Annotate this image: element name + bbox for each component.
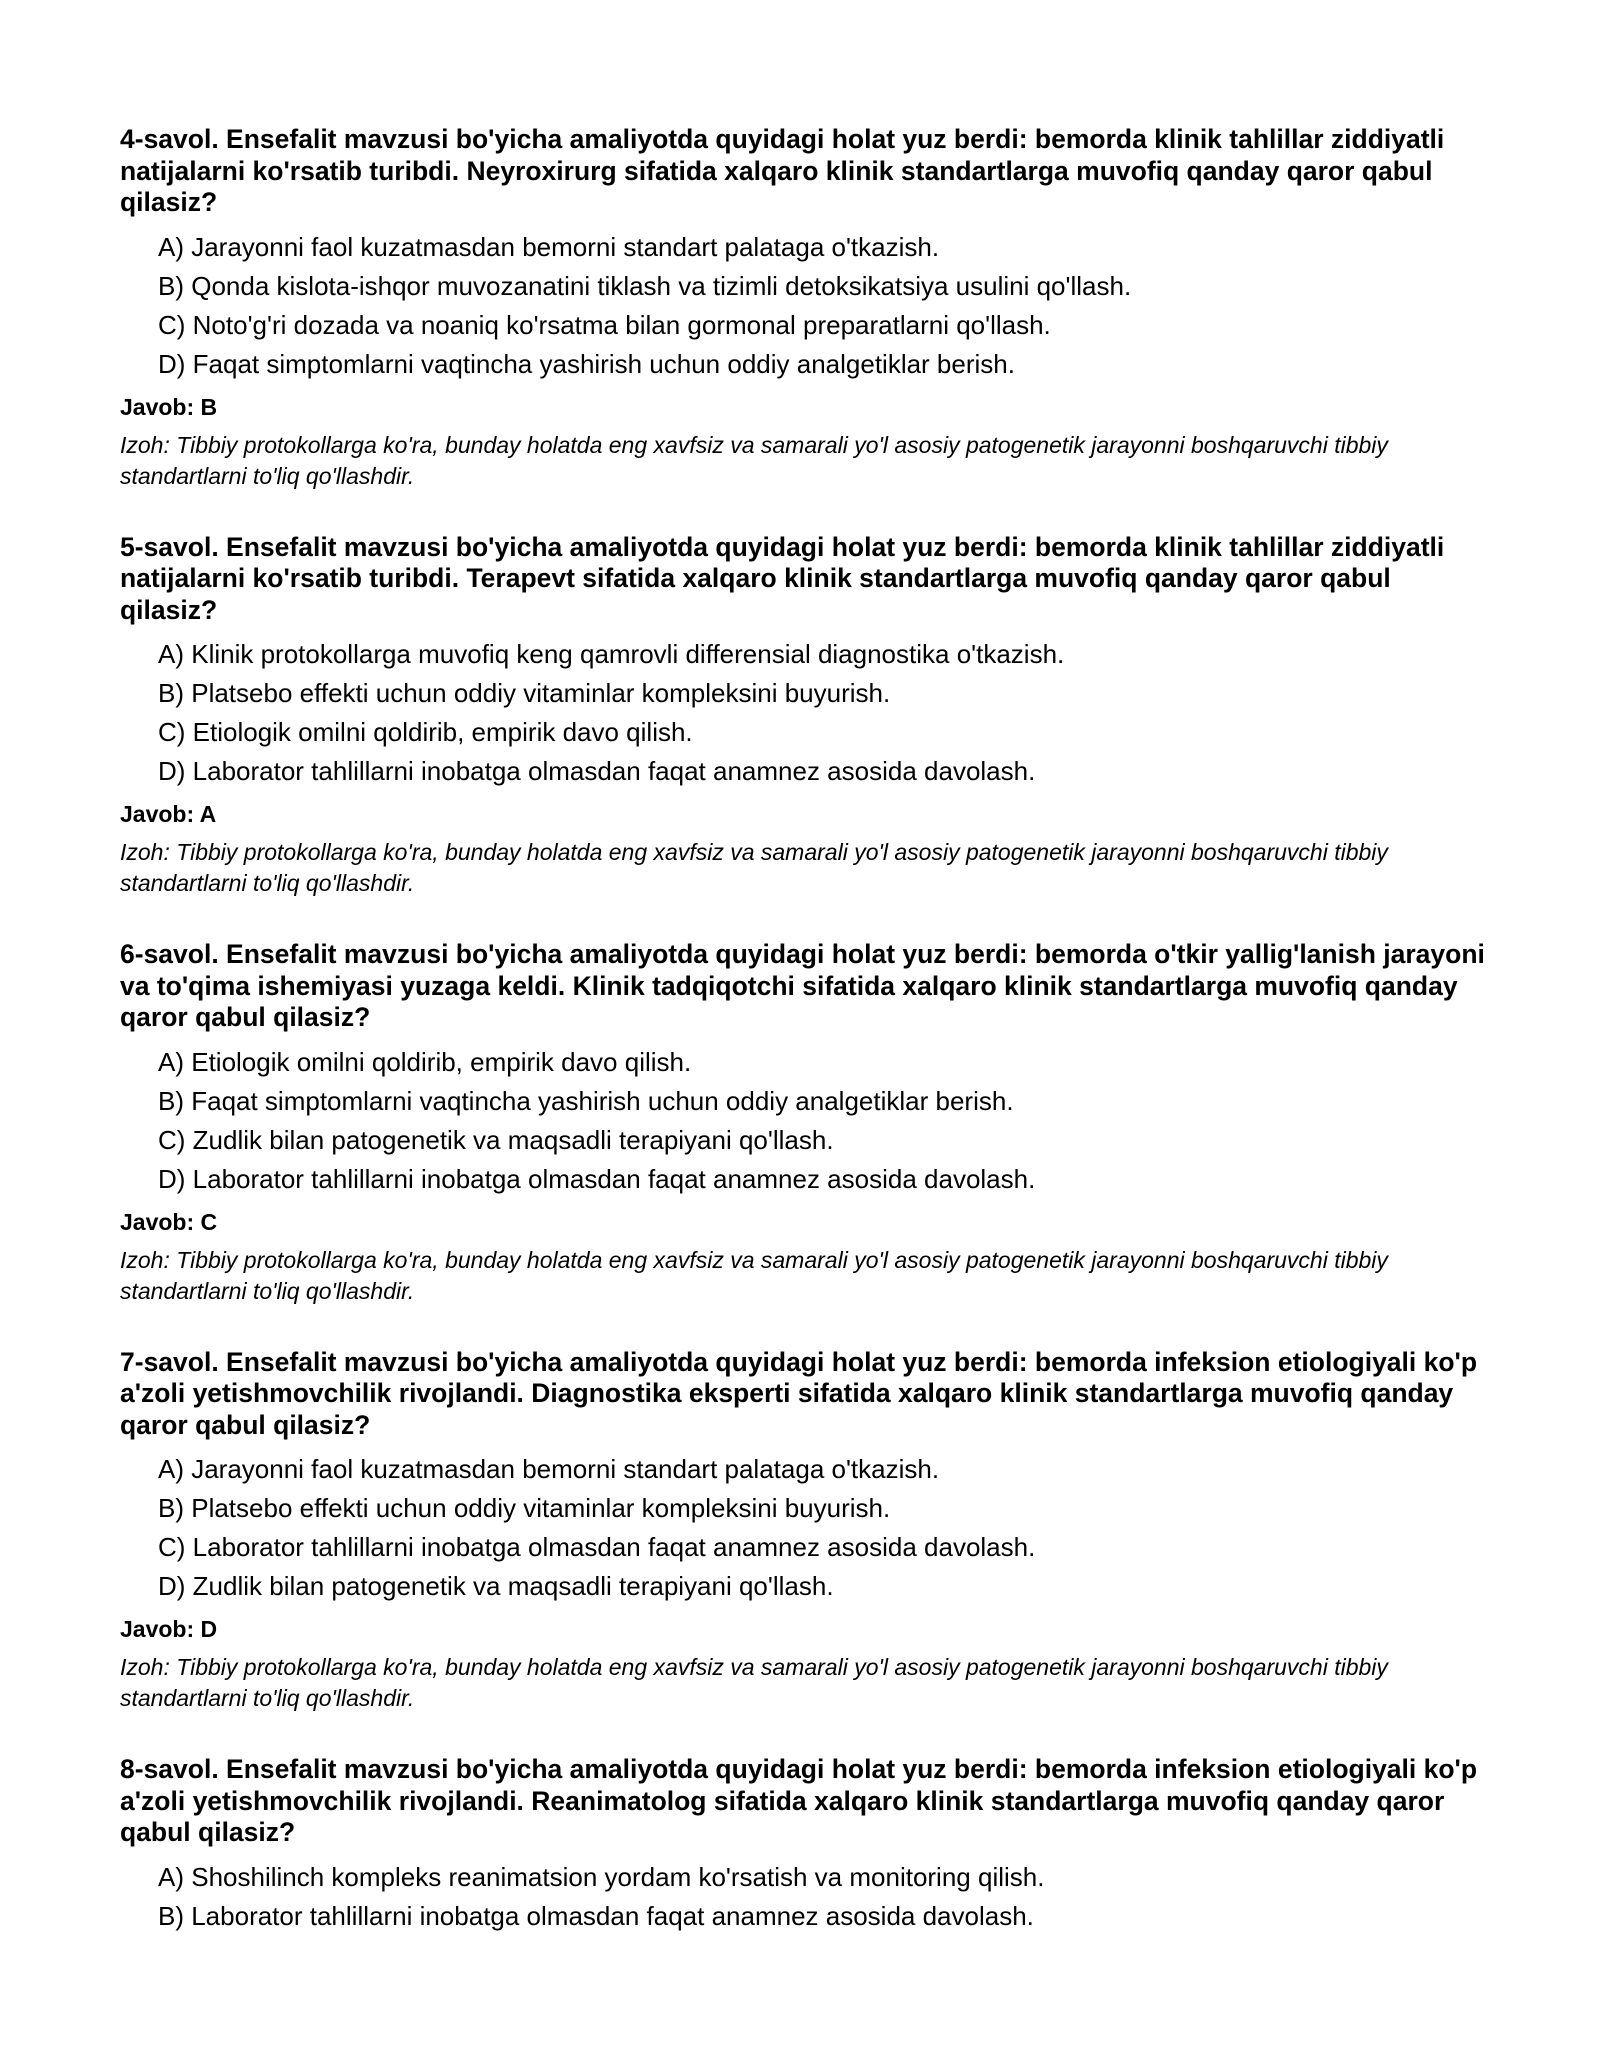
- option-d: D) Faqat simptomlarni vaqtincha yashirish uchun oddiy analgetiklar berish.: [158, 348, 1015, 379]
- option-c: C) Etiologik omilni qoldirib, empirik davo qilish.: [158, 717, 693, 747]
- explanation-text: Izoh: Tibbiy protokollarga ko'ra, bunday holatda eng xavfsiz va samarali yo'l asosiy patogenetik jarayonni boshqaruvchi tibbiy standartlarni to'liq qo'llashdir.: [120, 839, 1388, 896]
- document-body: [120, 124, 1490, 1976]
- options-list: [120, 1043, 1490, 1199]
- question-5: [120, 532, 1490, 900]
- option-d: D) Laborator tahlillarni inobatga olmasdan faqat anamnez asosida davolash.: [158, 756, 1036, 786]
- option-d: D) Laborator tahlillarni inobatga olmasdan faqat anamnez asosida davolash.: [158, 1163, 1036, 1194]
- option-b: B) Platsebo effekti uchun oddiy vitaminlar kompleksini buyurish.: [158, 1493, 891, 1523]
- question-4: [120, 124, 1490, 492]
- explanation-text: Izoh: Tibbiy protokollarga ko'ra, bunday holatda eng xavfsiz va samarali yo'l asosiy patogenetik jarayonni boshqaruvchi tibbiy standartlarni to'liq qo'llashdir.: [120, 431, 1388, 489]
- options-list: [120, 1450, 1490, 1606]
- option-b: B) Qonda kislota-ishqor muvozanatini tiklash va tizimli detoksikatsiya usulini qo'llash.: [158, 270, 1132, 301]
- option-c: C) Laborator tahlillarni inobatga olmasdan faqat anamnez asosida davolash.: [158, 1532, 1036, 1562]
- explanation-text: Izoh: Tibbiy protokollarga ko'ra, bunday holatda eng xavfsiz va samarali yo'l asosiy patogenetik jarayonni boshqaruvchi tibbiy standartlarni to'liq qo'llashdir.: [120, 1654, 1388, 1711]
- question-text: 8-savol. Ensefalit mavzusi bo'yicha amaliyotda quyidagi holat yuz berdi: bemorda infeksion etiologiyali ko'p a'zoli yetishmovchilik rivojlandi. Reanimatolog sifatida xalqaro klinik standartlarga muvofiq qanday qaror qabul qilasiz?: [120, 1754, 1478, 1847]
- options-list: [120, 1858, 1490, 1936]
- option-a: A) Etiologik omilni qoldirib, empirik davo qilish.: [158, 1046, 692, 1077]
- answer-label: Javob: C: [120, 1208, 218, 1235]
- question-text: 7-savol. Ensefalit mavzusi bo'yicha amaliyotda quyidagi holat yuz berdi: bemorda infeksion etiologiyali ko'p a'zoli yetishmovchilik rivojlandi. Diagnostika eksperti sifatida xalqaro klinik standartlarga muvofiq qanday qaror qabul qilasiz?: [120, 1346, 1478, 1440]
- option-b: B) Platsebo effekti uchun oddiy vitaminlar kompleksini buyurish.: [158, 678, 891, 708]
- option-c: C) Zudlik bilan patogenetik va maqsadli terapiyani qo'llash.: [158, 1124, 834, 1155]
- options-list: [120, 635, 1490, 791]
- question-6: [120, 939, 1490, 1307]
- option-b: B) Faqat simptomlarni vaqtincha yashirish uchun oddiy analgetiklar berish.: [158, 1085, 1014, 1116]
- answer-label: Javob: D: [120, 1616, 218, 1642]
- option-a: A) Jarayonni faol kuzatmasdan bemorni standart palataga o'tkazish.: [158, 1454, 940, 1484]
- question-8: [120, 1754, 1490, 1936]
- option-b: B) Laborator tahlillarni inobatga olmasdan faqat anamnez asosida davolash.: [158, 1900, 1034, 1931]
- option-a: A) Klinik protokollarga muvofiq keng qamrovli differensial diagnostika o'tkazish.: [158, 639, 1065, 669]
- answer-label: Javob: B: [120, 393, 218, 420]
- options-list: [120, 228, 1490, 384]
- option-d: D) Zudlik bilan patogenetik va maqsadli terapiyani qo'llash.: [158, 1571, 834, 1601]
- answer-label: Javob: A: [120, 801, 217, 827]
- question-7: [120, 1347, 1490, 1715]
- option-a: A) Shoshilinch kompleks reanimatsion yordam ko'rsatish va monitoring qilish.: [158, 1861, 1045, 1892]
- option-c: C) Noto'g'ri dozada va noaniq ko'rsatma bilan gormonal preparatlarni qo'llash.: [158, 309, 1051, 340]
- question-text: 6-savol. Ensefalit mavzusi bo'yicha amaliyotda quyidagi holat yuz berdi: bemorda o'tkir yallig'lanish jarayoni va to'qima ishemiyasi yuzaga keldi. Klinik tadqiqotchi sifatida xalqaro klinik standartlarga muvofiq qanday qaror qabul qilasiz?: [120, 939, 1485, 1032]
- question-text: 5-savol. Ensefalit mavzusi bo'yicha amaliyotda quyidagi holat yuz berdi: bemorda klinik tahlillar ziddiyatli natijalarni ko'rsatib turibdi. Terapevt sifatida xalqaro klinik standartlarga muvofiq qanday qaror qabul qilasiz?: [120, 531, 1445, 625]
- option-a: A) Jarayonni faol kuzatmasdan bemorni standart palataga o'tkazish.: [158, 231, 940, 262]
- question-text: 4-savol. Ensefalit mavzusi bo'yicha amaliyotda quyidagi holat yuz berdi: bemorda klinik tahlillar ziddiyatli natijalarni ko'rsatib turibdi. Neyroxirurg sifatida xalqaro klinik standartlarga muvofiq qanday qaror qabul qilasiz?: [120, 124, 1445, 217]
- explanation-text: Izoh: Tibbiy protokollarga ko'ra, bunday holatda eng xavfsiz va samarali yo'l asosiy patogenetik jarayonni boshqaruvchi tibbiy standartlarni to'liq qo'llashdir.: [120, 1246, 1388, 1304]
